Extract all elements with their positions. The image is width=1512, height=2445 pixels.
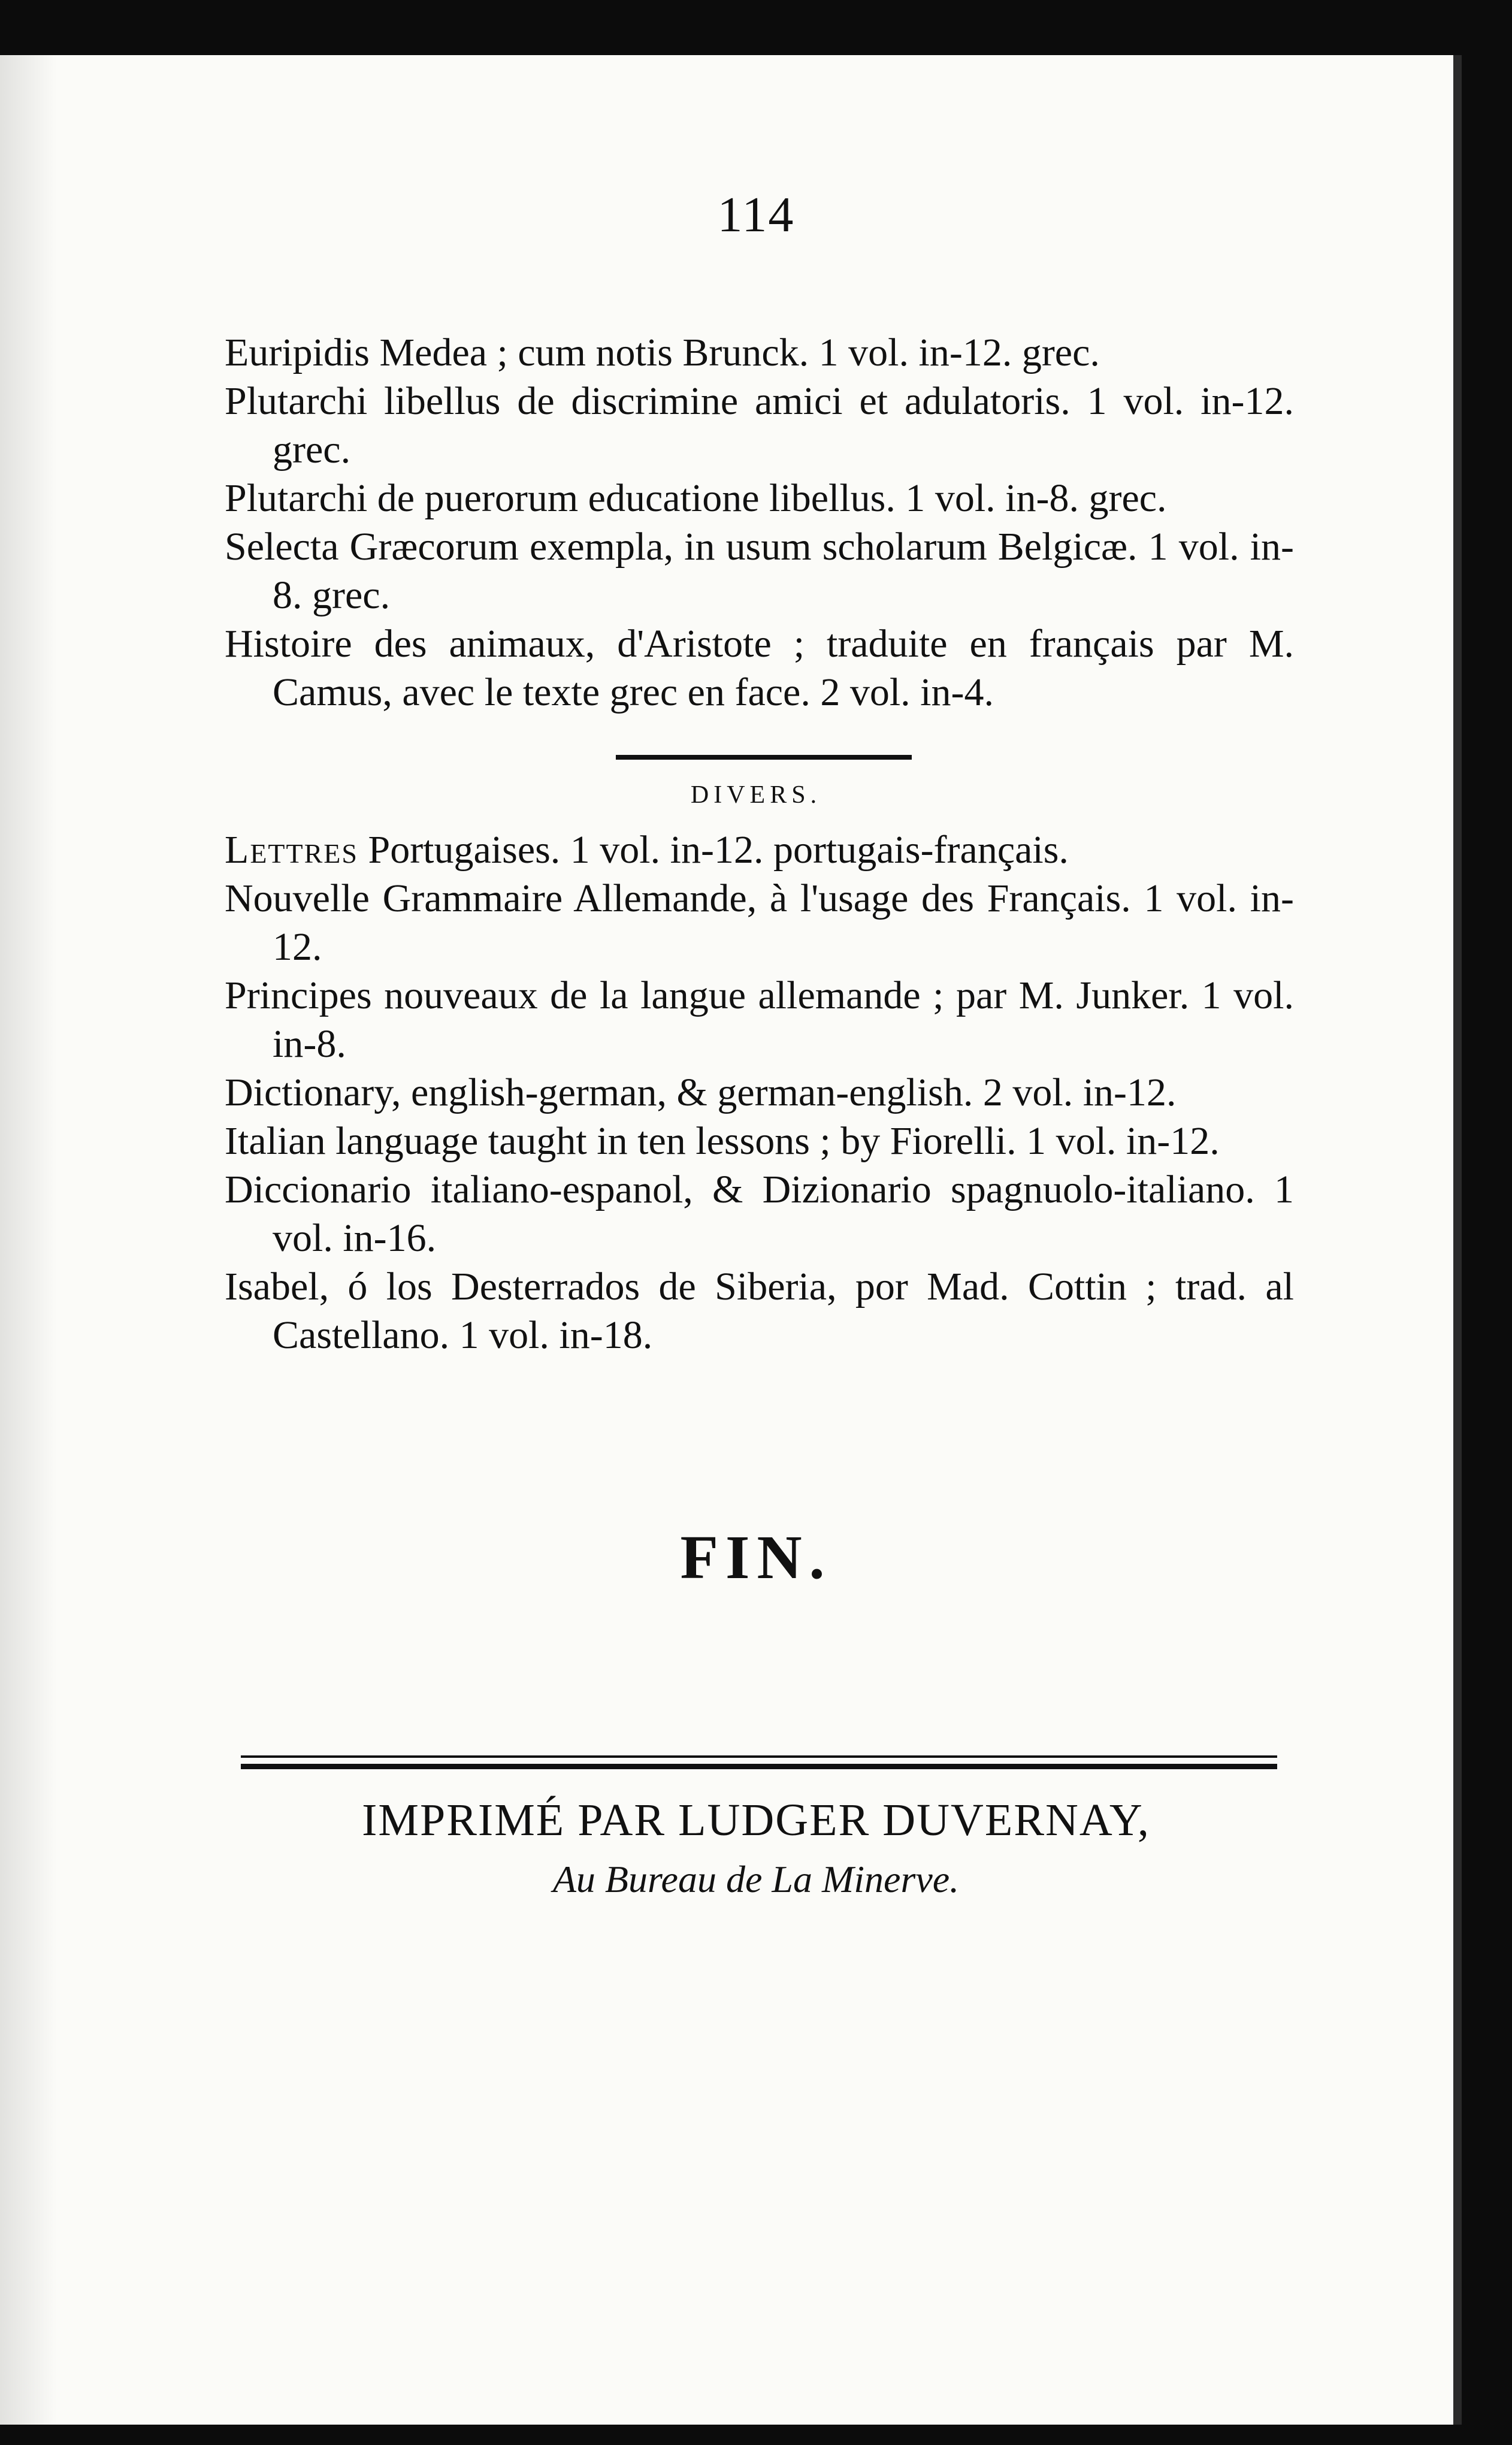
list-item: Histoire des animaux, d'Aristote ; traduite en français par M. Camus, avec le texte grec en face. 2 vol. in-4. [225,622,1294,714]
list-item: Dictionary, english-german, & german-english. 2 vol. in-12. [225,1071,1177,1114]
printer-address: Au Bureau de La Minerve. [552,1858,960,1900]
double-rule [241,1755,1277,1769]
list-item: Plutarchi de puerorum educatione libellus. 1 vol. in-8. grec. [225,476,1167,520]
list-item: Selecta Græcorum exempla, in usum scholarum Belgicæ. 1 vol. in-8. grec. [225,525,1294,617]
page-edge [1453,55,1462,2425]
section-heading: DIVERS. [690,781,822,809]
list-item: Diccionario italiano-espanol, & Dizionario spagnuolo-italiano. 1 vol. in-16. [225,1168,1294,1260]
list-item: Principes nouveaux de la langue allemande ; par M. Junker. 1 vol. in-8. [225,974,1294,1066]
list-item [225,826,1294,874]
entry-lead-word: Lettres [225,828,358,872]
list-item: Euripidis Medea ; cum notis Brunck. 1 vol. in-12. grec. [225,331,1100,374]
list-item: Nouvelle Grammaire Allemande, à l'usage des Français. 1 vol. in-12. [225,877,1294,969]
printer-imprint: IMPRIMÉ PAR LUDGER DUVERNAY, [362,1795,1150,1845]
divers-entries-list [225,826,1294,1359]
section-divider [616,755,912,760]
list-item: Plutarchi libellus de discrimine amici et adulatoris. 1 vol. in-12. grec. [225,379,1294,472]
page-number: 114 [717,187,795,243]
list-item: Italian language taught in ten lessons ; by Fiorelli. 1 vol. in-12. [225,1119,1220,1163]
end-mark: FIN. [680,1523,832,1592]
page-gutter-shadow [0,55,57,2425]
greek-entries-list [225,328,1294,717]
entry-text: Portugaises. 1 vol. in-12. portugais-français. [358,828,1069,872]
list-item: Isabel, ó los Desterrados de Siberia, por Mad. Cottin ; trad. al Castellano. 1 vol. in-18. [225,1265,1294,1357]
